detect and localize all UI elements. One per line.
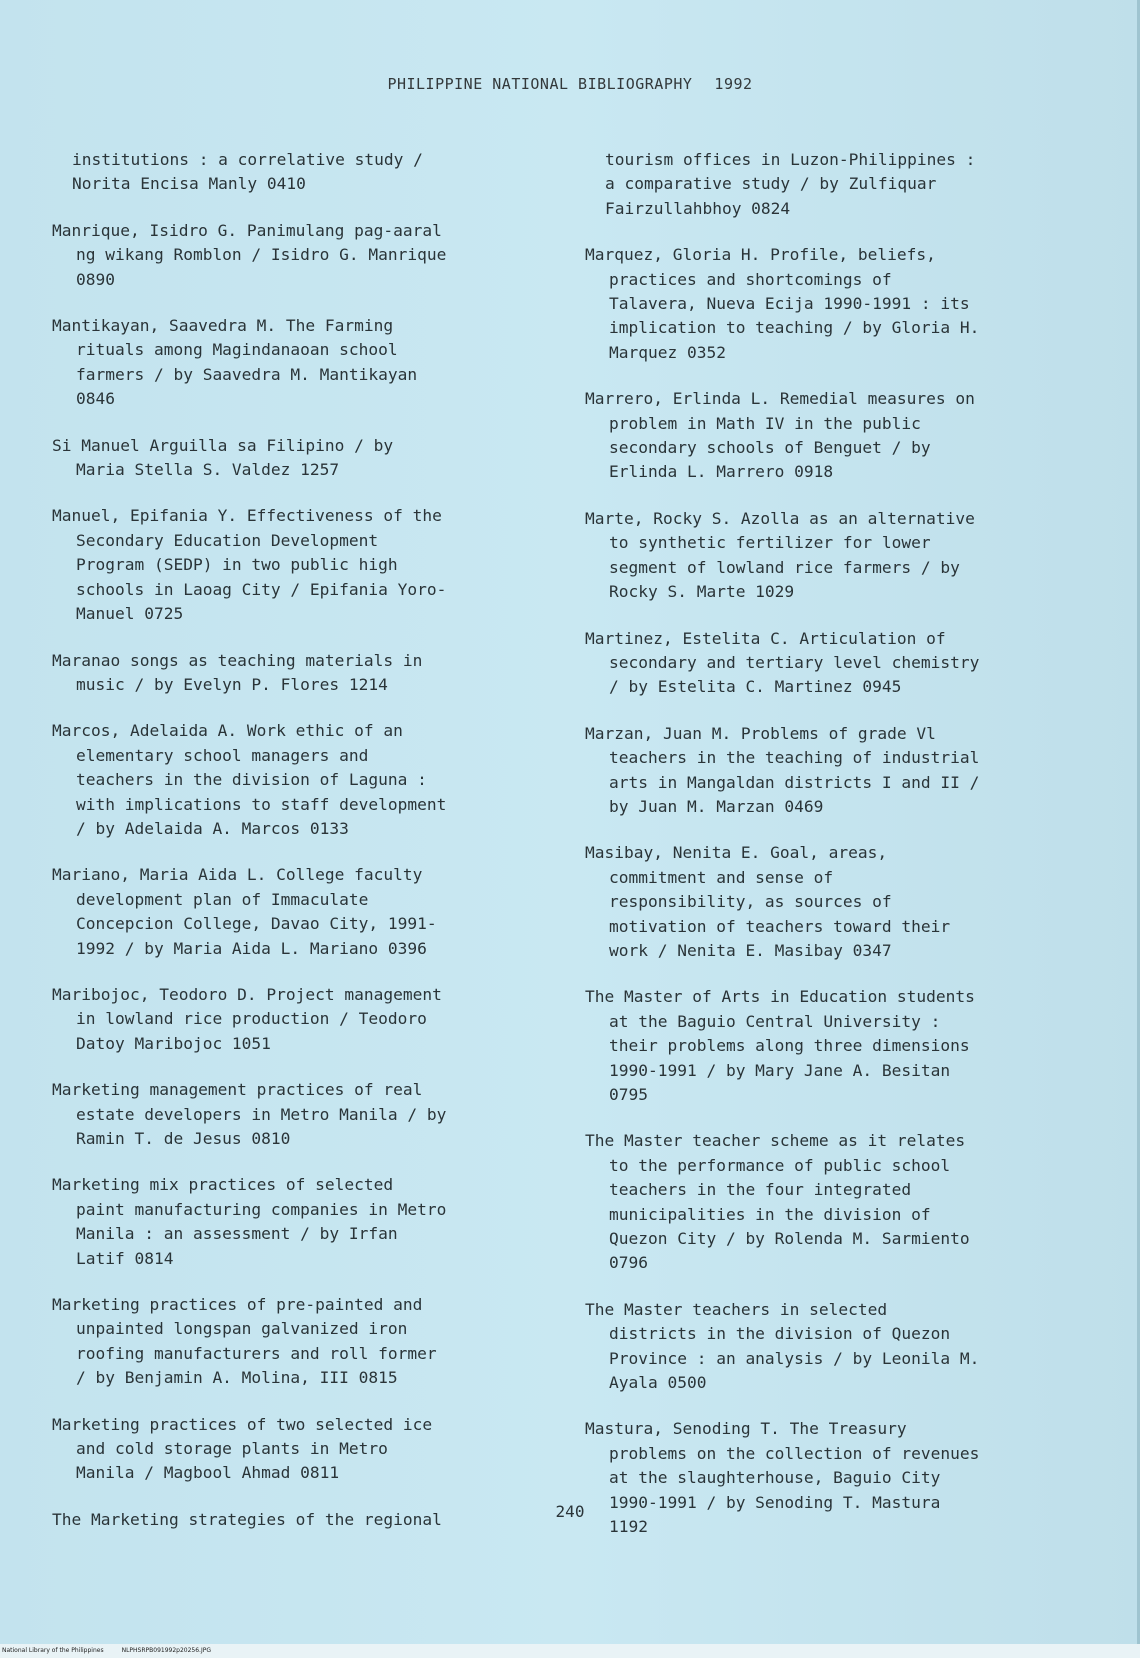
bib-entry bbox=[52, 863, 552, 961]
bib-entry-text: The Master teachers in selected districts in the division of Quezon Province : an analysis / by Leonila M. Ayala 0500 bbox=[585, 1299, 980, 1393]
bib-entry bbox=[585, 387, 1090, 485]
bib-entry-text: Marrero, Erlinda L. Remedial measures on problem in Math IV in the public secondary schools of Benguet / by Erlinda L. Marrero 0918 bbox=[585, 389, 975, 482]
bib-entry bbox=[52, 504, 552, 626]
bib-entry bbox=[52, 219, 552, 292]
bib-entry-text: Marcos, Adelaida A. Work ethic of an elementary school managers and teachers in the division of Laguna : with implications to staff development / by Adelaida A. Marcos 0133 bbox=[52, 721, 447, 838]
bib-entry bbox=[52, 148, 552, 197]
left-column bbox=[52, 148, 552, 1554]
bib-entry bbox=[585, 985, 1090, 1107]
header-year: 1992 bbox=[714, 75, 753, 93]
page-number: 240 bbox=[555, 1502, 585, 1521]
bib-entry-text: Maribojoc, Teodoro D. Project management in lowland rice production / Teodoro Datoy Maribojoc 1051 bbox=[52, 984, 442, 1053]
bib-entry bbox=[585, 243, 1090, 365]
bib-entry-text: Masibay, Nenita E. Goal, areas, commitment and sense of responsibility, as sources of motivation of teachers toward their work / Nenita E. Masibay 0347 bbox=[585, 843, 951, 960]
bib-entry-text: Mariano, Maria Aida L. College faculty development plan of Immaculate Concepcion College, Davao City, 1991- 1992 / by Maria Aida L. Mariano 0396 bbox=[52, 865, 437, 958]
bib-entry bbox=[52, 1173, 552, 1271]
bib-entry bbox=[52, 649, 552, 698]
bib-entry bbox=[52, 434, 552, 483]
bib-entry-text: Martinez, Estelita C. Articulation of secondary and tertiary level chemistry / by Estelita C. Martinez 0945 bbox=[585, 628, 980, 697]
bib-entry bbox=[585, 148, 1090, 221]
footer-library: National Library of the Philippines bbox=[2, 1647, 104, 1654]
bib-entry bbox=[52, 314, 552, 412]
bib-entry-text: The Marketing strategies of the regional bbox=[52, 1509, 442, 1529]
bib-entry bbox=[585, 841, 1090, 963]
bib-entry bbox=[52, 1078, 552, 1151]
bib-entry-text: Mantikayan, Saavedra M. The Farming rituals among Magindanaoan school farmers / by Saavedra M. Mantikayan 0846 bbox=[52, 316, 418, 409]
bib-entry-text: Marte, Rocky S. Azolla as an alternative to synthetic fertilizer for lower segment of lowland rice farmers / by Rocky S. Marte 1029 bbox=[585, 508, 975, 602]
bib-entry-text: Marketing practices of pre-painted and unpainted longspan galvanized iron roofing manufacturers and roll former / by Benjamin A. Molina, III 0815 bbox=[52, 1295, 437, 1388]
footer-file: NLPHSRPB091992p20256.JPG bbox=[121, 1647, 211, 1654]
bib-entry-text: institutions : a correlative study / Norita Encisa Manly 0410 bbox=[72, 150, 423, 194]
bib-entry-text: The Master teacher scheme as it relates to the performance of public school teachers in the four integrated municipalities in the division of Quezon City / by Rolenda M. Sarmiento 0796 bbox=[585, 1131, 970, 1273]
bib-entry bbox=[585, 627, 1090, 700]
bib-entry-text: Marketing management practices of real estate developers in Metro Manila / by Ramin T. de Jesus 0810 bbox=[52, 1080, 447, 1148]
right-column bbox=[585, 148, 1090, 1562]
bib-entry-text: Maranao songs as teaching materials in music / by Evelyn P. Flores 1214 bbox=[52, 650, 423, 694]
bib-entry bbox=[585, 722, 1090, 820]
bib-entry bbox=[52, 1413, 552, 1486]
bib-entry bbox=[585, 1129, 1090, 1275]
bib-entry-text: Si Manuel Arguilla sa Filipino / by Maria Stella S. Valdez 1257 bbox=[52, 435, 394, 480]
bib-entry-text: Mastura, Senoding T. The Treasury problems on the collection of revenues at the slaughterhouse, Baguio City 1990-1991 / by Senoding T. Mastura 1192 bbox=[585, 1419, 980, 1537]
bib-entry bbox=[52, 1293, 552, 1391]
bib-entry-text: tourism offices in Luzon-Philippines : a comparative study / by Zulfiquar Fairzullahbhoy 0824 bbox=[605, 150, 976, 218]
bib-entry-text: The Master of Arts in Education students at the Baguio Central University : their problems along three dimensions 1990-1991 / by Mary Jane A. Besitan 0795 bbox=[585, 987, 975, 1104]
scan-footer bbox=[2, 1647, 211, 1654]
bib-entry bbox=[585, 1417, 1090, 1539]
running-header bbox=[0, 75, 1140, 93]
bib-entry-text: Manuel, Epifania Y. Effectiveness of the Secondary Education Development Program (SEDP) in two public high schools in Laoag City / Epifania Yoro- Manuel 0725 bbox=[52, 506, 447, 624]
bib-entry bbox=[52, 983, 552, 1056]
bib-entry-text: Marzan, Juan M. Problems of grade Vl teachers in the teaching of industrial arts in Mangaldan districts I and II / by Juan M. Marzan 0469 bbox=[585, 723, 980, 816]
bib-entry bbox=[585, 1298, 1090, 1396]
bib-entry bbox=[52, 719, 552, 841]
bib-entry-text: Marquez, Gloria H. Profile, beliefs, practices and shortcomings of Talavera, Nueva Ecija 1990-1991 : its implication to teaching / by Gloria H. Marquez 0352 bbox=[585, 245, 980, 362]
header-title: PHILIPPINE NATIONAL BIBLIOGRAPHY bbox=[387, 75, 693, 93]
bib-entry-text: Marketing practices of two selected ice and cold storage plants in Metro Manila / Magbool Ahmad 0811 bbox=[52, 1414, 433, 1483]
bib-entry bbox=[585, 507, 1090, 605]
bib-entry-text: Manrique, Isidro G. Panimulang pag-aaral ng wikang Romblon / Isidro G. Manrique 0890 bbox=[52, 220, 447, 289]
bib-entry-text: Marketing mix practices of selected paint manufacturing companies in Metro Manila : an assessment / by Irfan Latif 0814 bbox=[52, 1175, 447, 1268]
